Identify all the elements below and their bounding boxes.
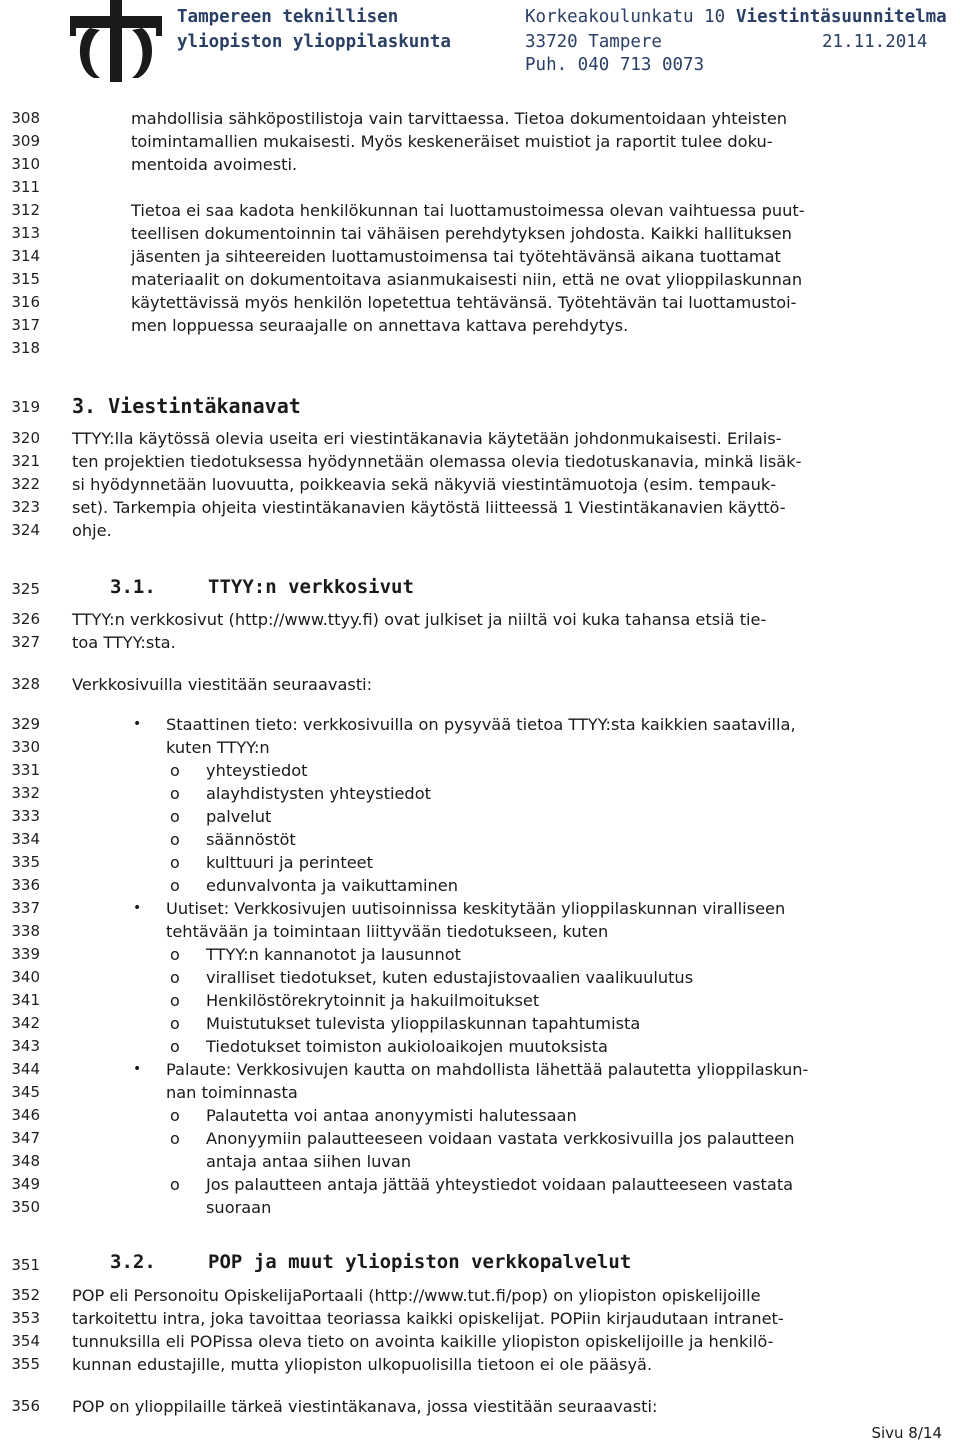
line-number: 353 [11,1309,40,1327]
body-text-line: ten projektien tiedotuksessa hyödynnetään olemassa olevia tiedotuskanavia, minkä lisäk- [72,452,802,471]
line-number: 318 [11,339,40,357]
line-number: 343 [11,1037,40,1055]
sub-bullet-icon: o [170,945,180,964]
line-number: 313 [11,224,40,242]
line-number: 356 [11,1397,40,1415]
line-number: 317 [11,316,40,334]
line-number: 354 [11,1332,40,1350]
line-number: 308 [11,109,40,127]
list-item: tehtävään ja toimintaan liittyvään tiedotukseen, kuten [166,922,609,941]
line-number: 342 [11,1014,40,1032]
sub-bullet-icon: o [170,876,180,895]
body-text-line: teellisen dokumentoinnin tai vähäisen perehdytyksen johdosta. Kaikki hallituksen [131,224,792,243]
ttyy-logo-icon [70,0,162,82]
list-item: kuten TTYY:n [166,738,270,757]
line-number: 344 [11,1060,40,1078]
sub-bullet-icon: o [170,1106,180,1125]
body-text-line: toimintamallien mukaisesti. Myös keskeneräiset muistiot ja raportit tulee doku- [131,132,773,151]
line-number: 310 [11,155,40,173]
line-number: 331 [11,761,40,779]
sub-list-item: kulttuuri ja perinteet [206,853,373,872]
line-number: 332 [11,784,40,802]
line-number: 351 [11,1256,40,1274]
sub-bullet-icon: o [170,1037,180,1056]
body-text-line: käytettävissä myös henkilön lopetettua tehtävänsä. Työtehtävän tai luottamustoi- [131,293,797,312]
body-text-line: kunnan edustajille, mutta yliopiston ulkopuolisilla tietoon ei ole pääsyä. [72,1355,653,1374]
line-number: 330 [11,738,40,756]
body-text-line: toa TTYY:sta. [72,633,176,652]
sub-list-item: palvelut [206,807,272,826]
line-number: 337 [11,899,40,917]
sub-bullet-icon: o [170,784,180,803]
list-item: Palaute: Verkkosivujen kautta on mahdollista lähettää palautetta ylioppilaskun- [166,1060,809,1079]
line-number: 327 [11,633,40,651]
body-text-line: si hyödynnetään luovuutta, poikkeavia sekä näkyviä viestintämuotoja (esim. tempauk- [72,475,777,494]
sub-bullet-icon: o [170,991,180,1010]
line-number: 355 [11,1355,40,1373]
line-number: 328 [11,675,40,693]
section-heading-3-2-title: POP ja muut yliopiston verkkopalvelut [208,1251,632,1273]
sub-bullet-icon: o [170,830,180,849]
body-text-line: ohje. [72,521,112,540]
sub-list-item: Muistutukset tulevista ylioppilaskunnan tapahtumista [206,1014,641,1033]
page-header [0,0,960,82]
sub-bullet-icon: o [170,761,180,780]
sub-list-item: Anonyymiin palautteeseen voidaan vastata verkkosivuilla jos palautteen [206,1129,795,1148]
line-number: 346 [11,1106,40,1124]
body-text-line: Tietoa ei saa kadota henkilökunnan tai luottamustoimessa olevan vaihtuessa puut- [131,201,805,220]
line-number: 320 [11,429,40,447]
line-number: 345 [11,1083,40,1101]
address-line1: Korkeakoulunkatu 10 [525,7,726,27]
line-number: 334 [11,830,40,848]
line-number: 333 [11,807,40,825]
line-number: 349 [11,1175,40,1193]
sub-list-item: edunvalvonta ja vaikuttaminen [206,876,458,895]
body-text-line: jäsenten ja sihteereiden luottamustoimensa tai työtehtävänsä aikana tuottamat [131,247,781,266]
sub-list-item: Henkilöstörekrytoinnit ja hakuilmoitukset [206,991,540,1010]
sub-bullet-icon: o [170,1129,180,1148]
sub-bullet-icon: o [170,1175,180,1194]
line-number: 340 [11,968,40,986]
line-number: 341 [11,991,40,1009]
line-number: 322 [11,475,40,493]
page-number: Sivu 8/14 [871,1424,942,1442]
line-number: 336 [11,876,40,894]
document-date: 21.11.2014 [822,32,928,52]
line-number: 347 [11,1129,40,1147]
line-number: 315 [11,270,40,288]
line-number: 324 [11,521,40,539]
bullet-icon: • [133,1061,142,1077]
sub-bullet-icon: o [170,968,180,987]
list-item: Staattinen tieto: verkkosivuilla on pysyvää tietoa TTYY:sta kaikkien saatavilla, [166,715,796,734]
list-item: Uutiset: Verkkosivujen uutisoinnissa keskitytään ylioppilaskunnan viralliseen [166,899,786,918]
sub-list-item: säännöstöt [206,830,296,849]
line-number: 338 [11,922,40,940]
line-number: 326 [11,610,40,628]
sub-list-item: suoraan [206,1198,272,1217]
line-number: 339 [11,945,40,963]
section-heading-3-2-number: 3.2. [110,1251,156,1273]
sub-list-item: antaja antaa siihen luvan [206,1152,412,1171]
section-heading-3-1-title: TTYY:n verkkosivut [208,576,414,598]
body-text-line: set). Tarkempia ohjeita viestintäkanavien käytöstä liitteessä 1 Viestintäkanavien käyttö- [72,498,786,517]
sub-list-item: Tiedotukset toimiston aukioloaikojen muutoksista [206,1037,608,1056]
org-name-line2: yliopiston ylioppilaskunta [177,32,451,52]
sub-bullet-icon: o [170,807,180,826]
body-text-line: mahdollisia sähköpostilistoja vain tarvittaessa. Tietoa dokumentoidaan yhteisten [131,109,788,128]
body-text-line: mentoida avoimesti. [131,155,298,174]
sub-list-item: yhteystiedot [206,761,308,780]
line-number: 325 [11,580,40,598]
line-number: 352 [11,1286,40,1304]
org-name-line1: Tampereen teknillisen [177,7,399,27]
line-number: 321 [11,452,40,470]
bullet-icon: • [133,900,142,916]
body-text-line: tunnuksilla eli POPissa oleva tieto on avointa kaikille yliopiston opiskelijoille ja henkilö- [72,1332,774,1351]
body-text-line: materiaalit on dokumentoitava asianmukaisesti niin, että ne ovat ylioppilaskunnan [131,270,803,289]
body-text-line: tarkoitettu intra, joka tavoittaa teoriassa kaikki opiskelijat. POPiin kirjaudutaan intranet- [72,1309,784,1328]
body-text-line: TTYY:lla käytössä olevia useita eri viestintäkanavia käytetään johdonmukaisesti. Erilais- [72,429,782,448]
line-number: 312 [11,201,40,219]
bullet-icon: • [133,716,142,732]
line-number: 319 [11,398,40,416]
sub-list-item: viralliset tiedotukset, kuten edustajistovaalien vaalikuulutus [206,968,694,987]
sub-list-item: Palautetta voi antaa anonyymisti halutessaan [206,1106,577,1125]
line-number: 311 [11,178,40,196]
body-text-line: POP eli Personoitu OpiskelijaPortaali (http://www.tut.fi/pop) on yliopiston opiskelijoille [72,1286,761,1305]
line-number: 309 [11,132,40,150]
phone-number: Puh. 040 713 0073 [525,55,705,75]
line-number: 335 [11,853,40,871]
line-number: 323 [11,498,40,516]
sub-list-item: TTYY:n kannanotot ja lausunnot [206,945,462,964]
line-number: 348 [11,1152,40,1170]
line-number: 350 [11,1198,40,1216]
address-line2: 33720 Tampere [525,32,662,52]
list-item: nan toiminnasta [166,1083,298,1102]
body-text-line: Verkkosivuilla viestitään seuraavasti: [72,675,373,694]
section-heading-3-1-number: 3.1. [110,576,156,598]
section-heading-3: 3. Viestintäkanavat [72,394,301,418]
body-text-line: men loppuessa seuraajalle on annettava kattava perehdytys. [131,316,629,335]
line-number: 316 [11,293,40,311]
line-number: 329 [11,715,40,733]
line-number: 314 [11,247,40,265]
sub-bullet-icon: o [170,1014,180,1033]
body-text-line: POP on ylioppilaille tärkeä viestintäkanava, jossa viestitään seuraavasti: [72,1397,658,1416]
sub-bullet-icon: o [170,853,180,872]
sub-list-item: Jos palautteen antaja jättää yhteystiedot voidaan palautteeseen vastata [206,1175,794,1194]
body-text-line: TTYY:n verkkosivut (http://www.ttyy.fi) ovat julkiset ja niiltä voi kuka tahansa etsiä tie- [72,610,767,629]
document-title: Viestintäsuunnitelma [736,7,947,27]
sub-list-item: alayhdistysten yhteystiedot [206,784,431,803]
